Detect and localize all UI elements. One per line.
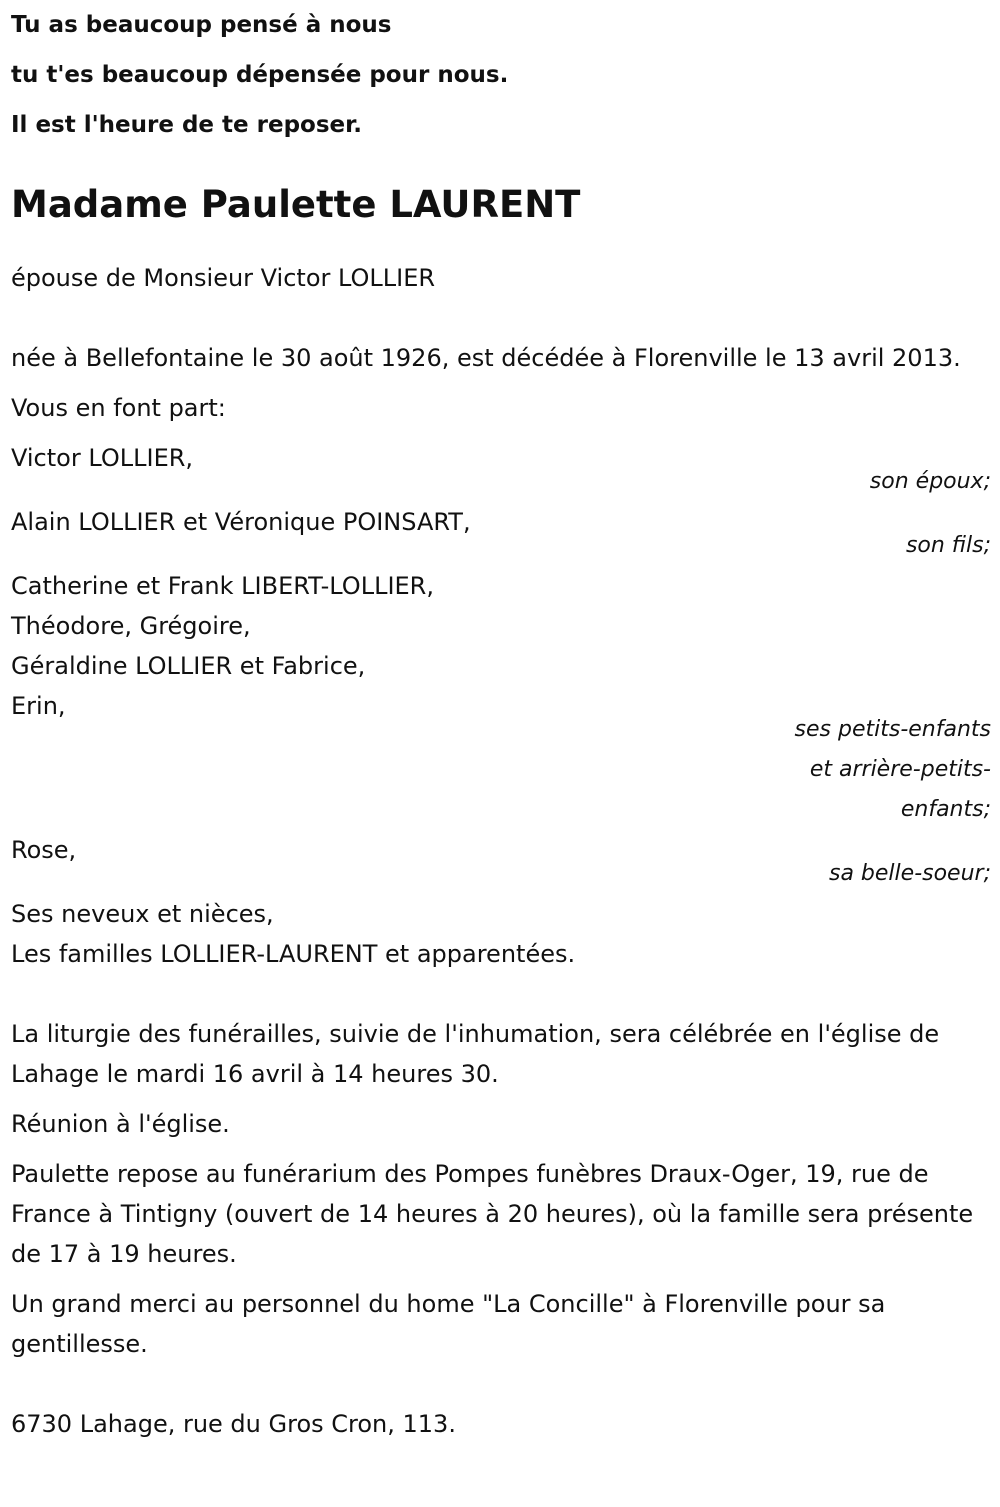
son-role: son fils; [905,533,991,558]
spouse-line: épouse de Monsieur Victor LOLLIER [11,264,436,292]
spouse-role: son époux; [869,469,991,494]
grandchildren-list [11,566,991,726]
poem-line-1: Tu as beaucoup pensé à nous [11,12,392,38]
family-son: Alain LOLLIER et Véronique POINSART, [11,508,471,536]
thanks-text: Un grand merci au personnel du home "La Concille" à Florenville pour sa gentillesse. [11,1290,886,1358]
obituary-page [11,0,991,1444]
family-sister-in-law: Rose, [11,836,77,864]
grandchildren-role [11,710,991,830]
other-family [11,894,991,974]
grandchildren-role-line: et arrière-petits- [809,757,991,782]
meeting-text: Réunion à l'église. [11,1110,230,1138]
birth-death-text: née à Bellefontaine le 30 août 1926, est décédée à Florenville le 13 avril 2013. [11,344,961,372]
funerarium-text: Paulette repose au funérarium des Pompes funèbres Draux-Oger, 19, rue de France à Tintigny (ouvert de 14 heures à 20 heures), où la famille sera présente de 17 à 19 heures. [11,1160,974,1268]
address-text: 6730 Lahage, rue du Gros Cron, 113. [11,1410,456,1438]
poem [11,0,991,150]
poem-line-3: Il est l'heure de te reposer. [11,112,362,138]
other-family-line: Ses neveux et nièces, [11,900,274,928]
family-spouse: Victor LOLLIER, [11,444,194,472]
grandchildren-role-line: ses petits-enfants [794,717,991,742]
grandchild-line: Géraldine LOLLIER et Fabrice, [11,652,366,680]
deceased-name: Madame Paulette LAURENT [11,183,581,226]
grandchild-line: Théodore, Grégoire, [11,612,251,640]
announce-text: Vous en font part: [11,394,226,422]
funeral-text: La liturgie des funérailles, suivie de l'inhumation, sera célébrée en l'église de Lahage le mardi 16 avril à 14 heures 30. [11,1020,940,1088]
grandchildren-role-line: enfants; [900,797,991,822]
poem-line-2: tu t'es beaucoup dépensée pour nous. [11,62,509,88]
other-family-line: Les familles LOLLIER-LAURENT et apparentées. [11,940,576,968]
sister-in-law-role: sa belle-soeur; [829,861,991,886]
grandchild-line: Catherine et Frank LIBERT-LOLLIER, [11,572,434,600]
grandchild-line: Erin, [11,692,66,720]
